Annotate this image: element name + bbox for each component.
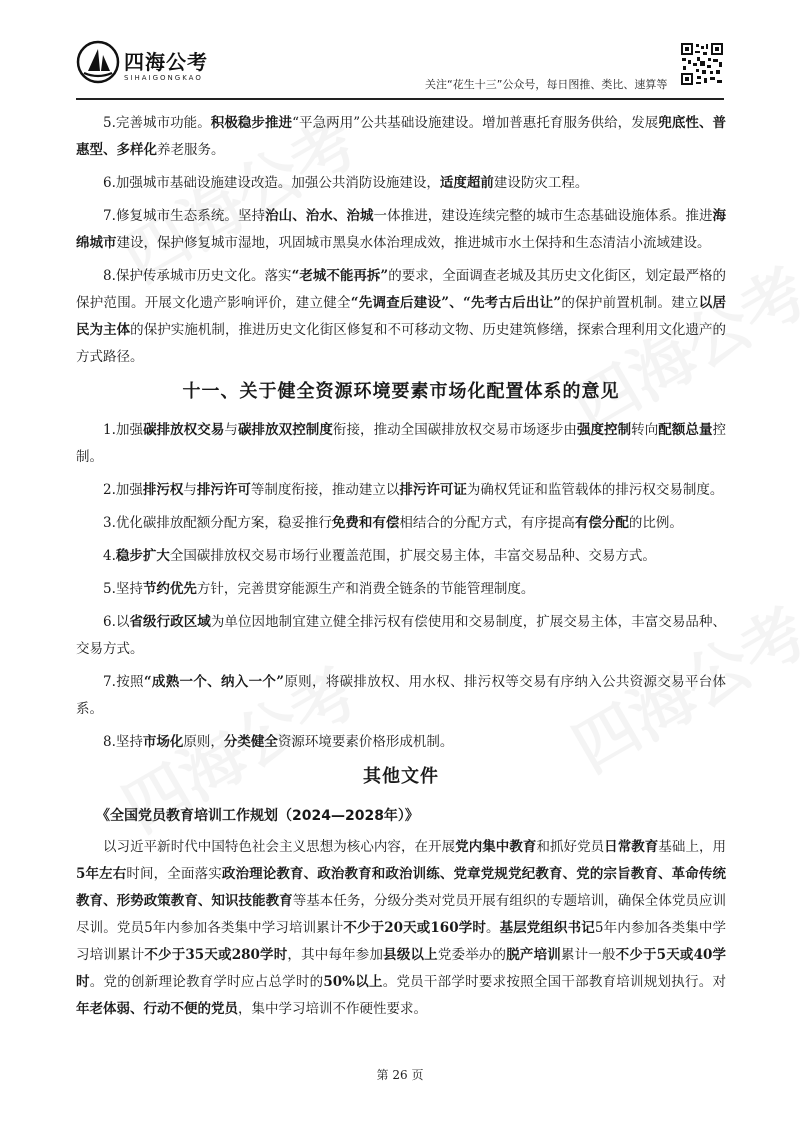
- text-run: 相结合的分配方式，有序提高: [399, 515, 575, 531]
- bold-emphasis: 兜底性、普惠型、多样化: [76, 115, 726, 158]
- bold-emphasis: 50%以上: [323, 974, 383, 990]
- bold-emphasis: 基层党组织书记: [499, 920, 595, 936]
- bold-emphasis: 强度控制: [576, 422, 632, 438]
- text-run: 的要求，全面调查老城及其历史文化街区，划定最严格的保护范围。开展文化遗产影响评价，建立健全: [76, 268, 727, 311]
- section-heading: 十一、关于健全资源环境要素市场化配置体系的意见: [182, 381, 620, 402]
- paragraph: [76, 576, 726, 603]
- bold-emphasis: 免费和有偿: [331, 515, 400, 531]
- text-run: 5年内参加各类集中学习培训累计: [76, 920, 727, 963]
- bold-emphasis: 不少于5天或40学时: [76, 947, 727, 990]
- text-run: 2.加强: [103, 482, 143, 498]
- text-run: 8.保护传承城市历史文化。落实: [103, 268, 292, 284]
- document-title: 《全国党员教育培训工作规划（2024—2028年）》: [96, 808, 419, 824]
- text-run: 党委举办的: [437, 947, 507, 963]
- bold-emphasis: 日常教育: [604, 839, 659, 855]
- paragraph: [76, 543, 726, 570]
- bold-emphasis: 碳排放权交易: [143, 422, 225, 438]
- bold-emphasis: 配额总量: [658, 422, 713, 438]
- paragraph: [76, 263, 726, 371]
- document-body: [76, 110, 726, 1029]
- text-run: 1.加强: [103, 422, 144, 438]
- bold-emphasis: “成熟一个、纳入一个”: [143, 674, 284, 690]
- bold-emphasis: 排污许可: [196, 482, 251, 498]
- text-run: 7.修复城市生态系统。坚持: [103, 208, 266, 224]
- bold-emphasis: 县级以上: [383, 947, 438, 963]
- bold-emphasis: 不少于20天或160学时: [343, 920, 486, 936]
- text-run: 累计一般: [560, 947, 616, 963]
- page-number: 第 26 页: [376, 1068, 424, 1082]
- brand-logo: [76, 40, 206, 94]
- text-run: 为确权凭证和监管载体的排污权交易制度。: [466, 482, 724, 498]
- bold-emphasis: 不少于35天或280学时: [144, 947, 288, 963]
- paragraph: [76, 729, 726, 756]
- logo-chinese-name: 四海公考: [124, 50, 208, 74]
- text-run: 资源环境要素价格形成机制。: [277, 734, 454, 750]
- text-run: 等基本任务，分级分类对党员开展有组织的专题培训，确保全体党员应训尽训。党员5年内参加各类集中学习培训累计: [76, 893, 727, 936]
- text-run: 8.坚持: [103, 734, 143, 750]
- paragraph: [76, 203, 726, 257]
- text-run: 。党员干部学时要求按照全国干部教育培训规划执行。对: [382, 974, 727, 990]
- text-run: 。: [485, 920, 500, 936]
- text-run: 以习近平新时代中国特色社会主义思想为核心内容，在开展: [103, 839, 456, 855]
- text-run: 3.优化碳排放配额分配方案，稳妥推行: [103, 515, 332, 531]
- sailboat-logo-icon: [76, 40, 120, 84]
- text-run: “平急两用”公共基础设施建设。增加普惠托育服务供给，发展: [292, 115, 659, 131]
- text-run: 为单位因地制宜建立健全排污权有偿使用和交易制度，扩展交易主体，丰富交易品种、交易方式。: [76, 614, 727, 657]
- bold-emphasis: 年老体弱、行动不便的党员: [76, 1001, 238, 1017]
- text-run: 建设防灾工程。: [493, 175, 589, 191]
- bold-emphasis: 5年左右: [76, 866, 127, 882]
- bold-emphasis: “先调查后建设”、“先考古后出让”: [350, 295, 562, 311]
- text-run: 6.以: [103, 614, 130, 630]
- paragraph: [76, 170, 726, 197]
- bold-emphasis: 分类健全: [223, 734, 278, 750]
- text-run: 4.: [103, 548, 116, 564]
- text-run: 一体推进，建设连续完整的城市生态基础设施体系。推进: [373, 208, 713, 224]
- text-run: 控制。: [76, 422, 727, 465]
- bold-emphasis: 排污许可证: [399, 482, 467, 498]
- text-run: 原则，将碳排放权、用水权、排污权等交易有序纳入公共资源交易平台体系。: [76, 674, 727, 717]
- text-run: 6.加强城市基础设施建设改造。加强公共消防设施建设，: [103, 175, 440, 191]
- text-run: 。党的创新理论教育学时应占总学时的: [89, 974, 324, 990]
- text-run: 5.完善城市功能。: [103, 115, 211, 131]
- text-run: 转向: [631, 422, 659, 438]
- text-run: 时间，全面落实: [126, 866, 222, 882]
- paragraph: [76, 510, 726, 537]
- text-run: ，集中学习培训不作硬性要求。: [238, 1001, 427, 1017]
- bold-emphasis: 治山、治水、治城: [265, 208, 374, 224]
- bold-emphasis: 适度超前: [439, 175, 494, 191]
- text-run: 衔接，推动全国碳排放权交易市场逐步由: [332, 422, 577, 438]
- paragraph: [76, 110, 726, 164]
- qr-code-icon: [680, 42, 724, 86]
- text-run: 5.坚持: [103, 581, 143, 597]
- text-run: 等制度衔接，推动建立以: [250, 482, 400, 498]
- bold-emphasis: 稳步扩大: [115, 548, 170, 564]
- text-run: 与: [224, 422, 238, 438]
- bold-emphasis: 脱产培训: [506, 947, 561, 963]
- text-run: 7.按照: [103, 674, 144, 690]
- text-run: 建设，保护修复城市湿地，巩固城市黑臭水体治理成效，推进城市水土保持和生态清洁小流域建设。: [116, 235, 711, 251]
- paragraph: [76, 669, 726, 723]
- paragraph: [76, 609, 726, 663]
- bold-emphasis: 市场化: [142, 734, 184, 750]
- header-divider: [76, 98, 724, 100]
- page-header: [0, 0, 800, 106]
- text-run: ，其中每年参加: [287, 947, 384, 963]
- bold-emphasis: 政治理论教育、政治教育和政治训练、党章党规党纪教育、党的宗旨教育、革命传统教育、形势政策教育、知识技能教育: [76, 866, 727, 909]
- bold-emphasis: 以居民为主体: [76, 295, 727, 338]
- text-run: 的比例。: [628, 515, 683, 531]
- paragraph: [76, 834, 726, 1023]
- text-run: 基础上，用: [658, 839, 727, 855]
- text-run: 原则，: [183, 734, 224, 750]
- text-run: 全国碳排放权交易市场行业覆盖范围，扩展交易主体，丰富交易品种、交易方式。: [169, 548, 656, 564]
- bold-emphasis: 排污权: [142, 482, 184, 498]
- bold-emphasis: “老城不能再拆”: [291, 268, 389, 284]
- logo-english-name: SIHAIGONGKAO: [124, 74, 203, 82]
- text-run: 与: [183, 482, 197, 498]
- text-run: 的保护前置机制。建立: [561, 295, 699, 311]
- paragraph: [76, 417, 726, 471]
- header-note: 关注“花生十三”公众号，每日图推、类比、速算等: [425, 78, 668, 91]
- bold-emphasis: 碳排放双控制度: [237, 422, 333, 438]
- text-run: 和抓好党员: [536, 839, 605, 855]
- bold-emphasis: 积极稳步推进: [210, 115, 293, 131]
- bold-emphasis: 党内集中教育: [455, 839, 537, 855]
- text-run: 方针，完善贯穿能源生产和消费全链条的节能管理制度。: [196, 581, 535, 597]
- bold-emphasis: 省级行政区域: [129, 614, 211, 630]
- text-run: 养老服务。: [157, 142, 225, 158]
- text-run: 的保护实施机制，推进历史文化街区修复和不可移动文物、历史建筑修缮，探索合理利用文化遗产的方式路径。: [76, 322, 727, 365]
- bold-emphasis: 有偿分配: [574, 515, 629, 531]
- section-heading: 其他文件: [363, 766, 439, 787]
- bold-emphasis: 节约优先: [142, 581, 197, 597]
- bold-emphasis: 海绵城市: [76, 208, 726, 251]
- paragraph: [76, 477, 726, 504]
